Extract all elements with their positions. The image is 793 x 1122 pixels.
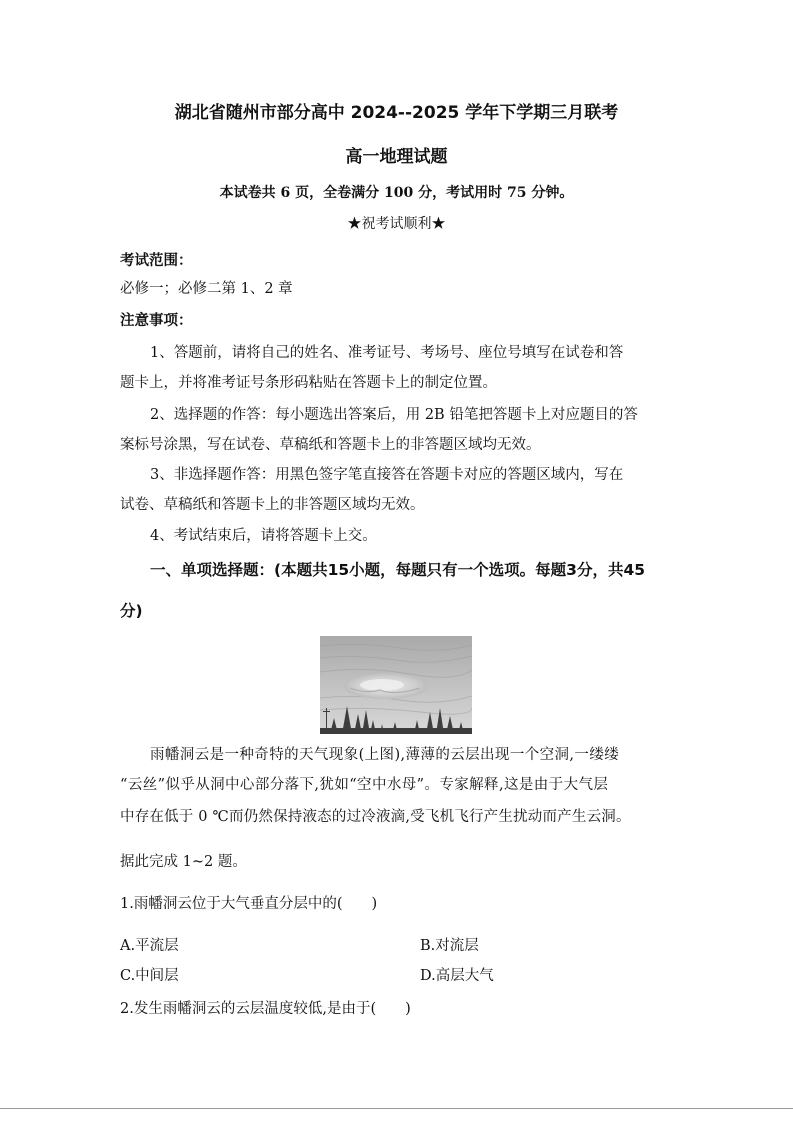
- exam-info: 本试卷共 6 页，全卷满分 100 分，考试用时 75 分钟。: [219, 185, 574, 201]
- scope-content: 必修一；必修二第 1、2 章: [120, 281, 293, 297]
- section-1-heading-line-2: 分): [120, 602, 143, 620]
- note-1-line-2: 题卡上，并将准考证号条形码粘贴在答题卡上的制定位置。: [120, 375, 497, 391]
- passage-line-1: 雨幡洞云是一种奇特的天气现象(上图),薄薄的云层出现一个空洞,一缕缕: [150, 747, 620, 763]
- passage-line-2: “云丝”似乎从洞中心部分落下,犹如“空中水母”。专家解释,这是由于大气层: [120, 777, 609, 793]
- note-3-line-1: 3、非选择题作答：用黑色签字笔直接答在答题卡对应的答题区域内，写在: [150, 467, 624, 483]
- question-1-option-d: D.高层大气: [420, 968, 494, 984]
- exam-subtitle: 高一地理试题: [345, 147, 448, 167]
- note-1-line-1: 1、答题前，请将自己的姓名、准考证号、考场号、座位号填写在试卷和答: [150, 345, 624, 361]
- question-1-option-b: B.对流层: [420, 938, 479, 954]
- page-bottom-divider: [0, 1108, 793, 1109]
- note-2-line-1: 2、选择题的作答：每小题选出答案后，用 2B 铅笔把答题卡上对应题目的答: [150, 407, 638, 423]
- section-1-heading-line-1: 一、单项选择题：(本题共15小题，每题只有一个选项。每题3分，共45: [150, 561, 646, 579]
- blessing-line: ★祝考试顺利★: [347, 216, 446, 232]
- scope-label: 考试范围：: [120, 252, 193, 269]
- notes-label: 注意事项：: [120, 312, 193, 329]
- note-2-line-2: 案标号涂黑，写在试卷、草稿纸和答题卡上的非答题区域均无效。: [120, 437, 541, 453]
- passage-prompt: 据此完成 1~2 题。: [120, 854, 247, 870]
- note-3-line-2: 试卷、草稿纸和答题卡上的非答题区域均无效。: [120, 497, 425, 513]
- exam-title: 湖北省随州市部分高中 2024--2025 学年下学期三月联考: [174, 103, 619, 123]
- cloud-photo: [320, 636, 472, 734]
- question-1-option-a: A.平流层: [120, 938, 179, 954]
- note-4: 4、考试结束后，请将答题卡上交。: [150, 528, 377, 544]
- passage-line-3: 中存在低于 0 ℃而仍然保持液态的过冷液滴,受飞机飞行产生扰动而产生云洞。: [120, 809, 631, 825]
- question-1-stem: 1.雨幡洞云位于大气垂直分层中的( ): [120, 896, 378, 912]
- question-2-stem: 2.发生雨幡洞云的云层温度较低,是由于( ): [120, 1001, 411, 1017]
- question-1-option-c: C.中间层: [120, 968, 179, 984]
